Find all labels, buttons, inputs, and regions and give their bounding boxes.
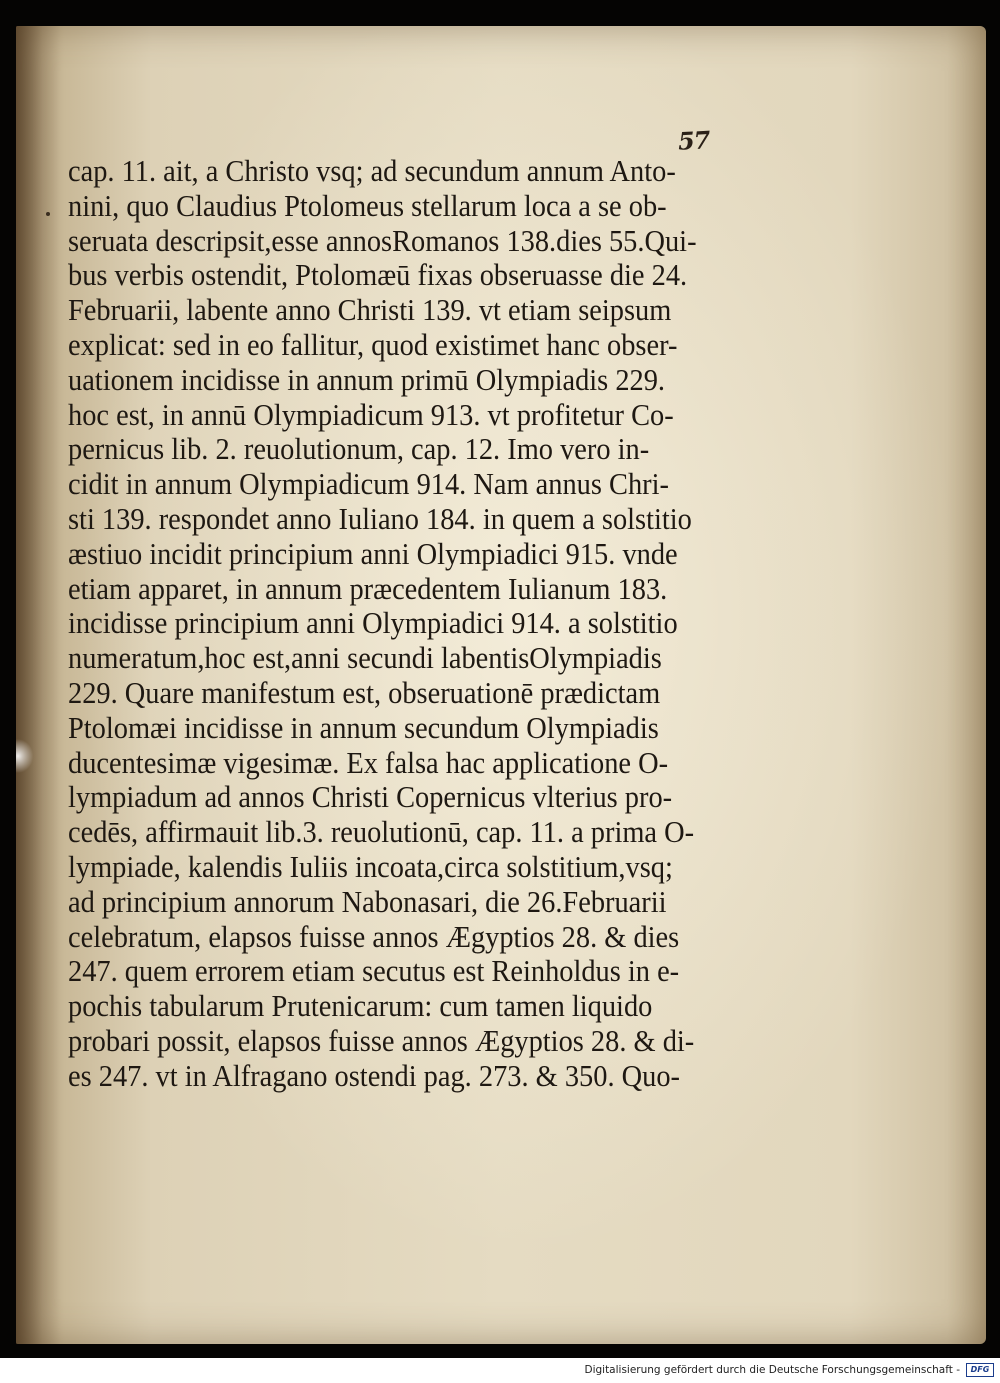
dfg-logo-icon: DFG bbox=[966, 1363, 994, 1377]
text-line: Februarii, labente anno Christi 139. vt etiam seipsum bbox=[68, 293, 672, 328]
text-line: lympiadum ad annos Christi Copernicus vlterius pro- bbox=[68, 780, 673, 815]
text-line: ad principium annorum Nabonasari, die 26.Februarii bbox=[68, 884, 667, 919]
text-line: cedēs, affirmauit lib.3. reuolutionū, cap. 11. a prima O- bbox=[68, 815, 695, 850]
text-line: æstiuo incidit principium anni Olympiadici 915. vnde bbox=[68, 536, 678, 571]
text-line: 247. quem errorem etiam secutus est Reinholdus in e- bbox=[68, 954, 680, 989]
text-line: celebratum, elapsos fuisse annos Ægyptios 28. & dies bbox=[68, 919, 680, 954]
page-edge-highlight bbox=[16, 736, 36, 776]
text-line: numeratum,hoc est,anni secundi labentisOlympiadis bbox=[68, 641, 662, 676]
text-line: probari possit, elapsos fuisse annos Ægyptios 28. & di- bbox=[68, 1023, 695, 1058]
text-block bbox=[68, 154, 768, 1094]
funding-credit: Digitalisierung gefördert durch die Deutsche Forschungsgemeinschaft - bbox=[584, 1364, 960, 1376]
text-line: cap. 11. ait, a Christo vsq; ad secundum annum Anto- bbox=[68, 154, 676, 188]
text-line: sti 139. respondet anno Iuliano 184. in quem a solstitio bbox=[68, 501, 692, 536]
page-number: 57 bbox=[677, 125, 711, 156]
text-line: cidit in annum Olympiadicum 914. Nam annus Chri- bbox=[68, 467, 669, 502]
text-line: incidisse principium anni Olympiadici 914. a solstitio bbox=[68, 606, 678, 641]
text-line: pochis tabularum Prutenicarum: cum tamen liquido bbox=[68, 989, 653, 1024]
gutter-shadow bbox=[16, 26, 60, 1344]
text-line: explicat: sed in eo fallitur, quod existimet hanc obser- bbox=[68, 327, 678, 362]
text-line: es 247. vt in Alfragano ostendi pag. 273. & 350. Quo- bbox=[68, 1058, 681, 1093]
text-line: 229. Quare manifestum est, obseruationē prædictam bbox=[68, 675, 661, 710]
text-line: nini, quo Claudius Ptolomeus stellarum loca a se ob- bbox=[68, 188, 667, 223]
text-line: bus verbis ostendit, Ptolomæū fixas obseruasse die 24. bbox=[68, 258, 688, 293]
text-line: lympiade, kalendis Iuliis incoata,circa solstitium,vsq; bbox=[68, 849, 673, 884]
text-line: pernicus lib. 2. reuolutionum, cap. 12. Imo vero in- bbox=[68, 432, 650, 467]
margin-dot bbox=[46, 212, 50, 216]
text-line: ducentesimæ vigesimæ. Ex falsa hac applicatione O- bbox=[68, 745, 669, 780]
footer-bar bbox=[0, 1358, 1000, 1383]
text-line: Ptolomæi incidisse in annum secundum Olympiadis bbox=[68, 710, 659, 745]
book-page bbox=[16, 26, 986, 1344]
text-line: seruata descripsit,esse annosRomanos 138.dies 55.Qui- bbox=[68, 223, 697, 258]
text-line: uationem incidisse in annum primū Olympiadis 229. bbox=[68, 362, 666, 397]
text-line: hoc est, in annū Olympiadicum 913. vt profitetur Co- bbox=[68, 397, 674, 432]
text-line: etiam apparet, in annum præcedentem Iulianum 183. bbox=[68, 571, 668, 606]
